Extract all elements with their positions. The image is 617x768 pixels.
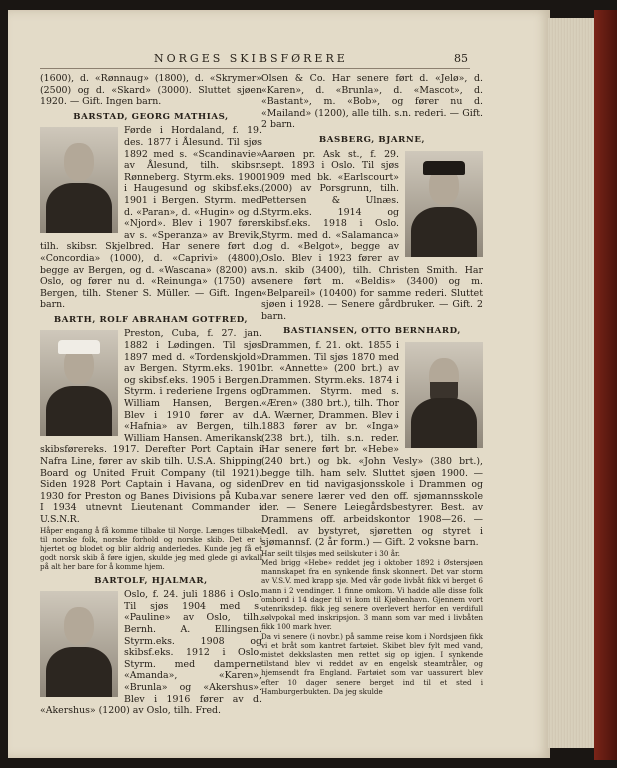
entry-note-bastiansen: Med brigg «Hebe» reddet jeg i oktober 1892 i Østersjøen mannskapet fra en synkende finsk skonnert. Det var storm av V.S.V. med krapp sjø. Med vår gode livbåt fikk vi berget 6 mann i 2 vendinger. 1 finne omkom. Vi hadde alle disse folk ombord i 14 dager til vi kom til Kjøbenhavn. Gjennem vort utenriksdep. fikk jeg senere overlevert herfor en verdifull sølvpokal med inskripsjon. 3 mann som var med i livbåten fikk 100 mark hver. [261, 557, 483, 632]
left-column [40, 73, 262, 717]
header-title: NORGES SKIBSFØRERE [154, 52, 348, 65]
portrait-head [64, 143, 94, 181]
entry-text-barstad: Førde i Hordaland, f. 19. des. 1877 i Ålesund. Til sjøs 1892 med s. «Scandinavie» av Ålesund, tilh. skibsr. Rønneberg. Styrm.eks. 1900 i Haugesund og skibsf.eks. 1901 i Bergen. Styrm. med d. «Paran», d. «Hugin» og d. «Njord». Blev i 1907 fører av s. «Speranza» av Brevik, tilh. skibsr. Skjelbred. Har senere ført d. «Concordia» (1000), d. «Caprivi» (4800), begge av Bergen, og d. «Wascana» (8200) av Oslo, og fører nu d. «Reinunga» (1750) av Bergen, tilh. Stener S. Müller. — Gift. Ingen barn. [40, 125, 262, 311]
portrait-bartolf [40, 591, 118, 697]
portrait-body [46, 183, 112, 233]
portrait-head [64, 607, 94, 645]
portrait-barth [40, 330, 118, 436]
entry-name-barstad: BARSTAD, GEORG MATHIAS, [73, 111, 229, 122]
continued-entry-text: (1600), d. «Rønnaug» (1800), d. «Skrymer» (2500) og d. «Skard» (3000). Sluttet sjøen 1920. — Gift. Ingen barn. [40, 73, 262, 108]
page-number: 85 [454, 52, 468, 65]
portrait-cap [423, 161, 465, 175]
entry-name-bartolf: BARTOLF, HJALMAR, [94, 575, 208, 586]
entry-note-bastiansen: Da vi senere (i novbr.) på samme reise kom i Nordsjøen fikk vi et bråt som kantret fartøiet. Skibet blev fylt med vand, mistet dekkslasten men rettet sig op igjen. I synkende tilstand blev vi reddet av en engelsk steamtråler, og hjemsendt fra England. Fartøiet som var uassurert blev efter 10 dager senere berget ind til et sted i Hamburgerbukten. Da jeg skulde [261, 631, 483, 696]
continued-entry-text: Olsen & Co. Har senere ført d. «Jelø», d. «Karen», d. «Brunla», d. «Mascot», d. «Bastant», m. «Bob», og fører nu d. «Mailand» (1200), alle tilh. s.n. rederi. — Gift. 2 barn. [261, 73, 483, 131]
portrait-body [46, 386, 112, 436]
entry-name-barth: BARTH, ROLF ABRAHAM GOTFRED, [53, 314, 249, 325]
header-rule [40, 68, 470, 69]
entry-note-bastiansen: Har seilt tilsjøs med seilskuter i 30 år. [261, 548, 400, 558]
page-stack-edge [548, 18, 598, 748]
portrait-body [46, 647, 112, 697]
portrait-basberg [405, 151, 483, 257]
portrait-bastiansen [405, 342, 483, 448]
running-header [40, 52, 540, 68]
entry-text-bastiansen: Drammen, f. 21. okt. 1855 i Drammen. Til sjøs 1870 med br. «Annette» (200 brt.) av Drammen. Styrm.eks. 1874 i Drammen. Styrm. med s. «Æren» (380 brt.), tilh. Thor A. Wærner, Drammen. Blev i 1883 fører av br. «Inga» (238 brt.), tilh. s.n. reder. Har senere ført br. «Hebe» (240 brt.) og bk. «John Vesly» (380 brt.), begge tilh. ham selv. Sluttet sjøen 1900. — Drev en tid navigasjonsskole i Drammen og var senere lærer ved den off. sjømannsskole der. — Senere Leiegårdsbestyrer. Best. av Drammens off. arbeidskontor 1908—26. — Medl. av bystyret, sjøretten og styret i sjømannsf. (2 år form.) — Gift. 2 voksne barn. [261, 340, 483, 549]
book-cover-edge [594, 10, 617, 760]
entry-text-basberg: Aarøen pr. Ask st., f. 29. sept. 1893 i Oslo. Til sjøs 1909 med bk. «Earlscourt» (2000) av Porsgrunn, tilh. Pettersen & Ulnæs. Styrm.eks. 1914 og skibsf.eks. 1918 i Oslo. Styrm. med d. «Salamanca» og d. «Belgot», begge av Oslo. Blev i 1923 fører av s.n. skib (3400), tilh. Christen Smith. Har senere ført m. «Beldis» (3400) og m. «Belpareil» (10400) for samme rederi. Sluttet sjøen i 1928. — Senere gårdbruker. — Gift. 2 barn. [261, 148, 483, 322]
entry-text-bartolf: Oslo, f. 24. juli 1886 i Oslo. Til sjøs 1904 med s. «Pauline» av Oslo, tilh. Bernh. A. Ellingsen. Styrm.eks. 1908 og skibsf.eks. 1912 i Oslo. Styrm. med damperne «Amanda», «Karen», «Brunla» og «Akershus». Blev i 1916 fører av d. «Akershus» (1200) av Oslo, tilh. Fred. [40, 589, 262, 717]
portrait-body [411, 398, 477, 448]
entry-text-barth: Preston, Cuba, f. 27. jan. 1882 i Lødingen. Til sjøs 1897 med d. «Tordenskjold» av Bergen. Styrm.eks. 1901 og skibsf.eks. 1905 i Bergen. Styrm. i rederiene Irgens og William Hansen, Bergen. Blev i 1910 fører av d. «Hafnia» av Bergen, tilh. William Hansen. Amerikansk skibsførereks. 1917. Derefter Port Captain i Nafra Line, fører av skib tilh. U.S.A. Shipping Board og United Fruit Company (til 1921). Siden 1928 Port Captain i Havana, og siden 1930 for Preston og Banes Divisions på Kuba. I 1934 utnevnt Lieutenant Commander i U.S.N.R. [40, 328, 262, 525]
portrait-body [411, 207, 477, 257]
entry-name-bastiansen: BASTIANSEN, OTTO BERNHARD, [282, 326, 462, 337]
entry-name-basberg: BASBERG, BJARNE, [318, 134, 426, 145]
right-column [261, 73, 483, 696]
portrait-barstad [40, 127, 118, 233]
entry-note-barth: Håper engang å få komme tilbake til Norge. Længes tilbake til norske folk, norske forhold og norske skib. Det er i hjertet og blodet og blir aldrig anderledes. Kunde jeg få et godt norsk skib å føre igjen, skulde jeg med glede gi avkall på alt her bare for å komme hjem. [40, 525, 262, 572]
portrait-cap [58, 340, 100, 354]
